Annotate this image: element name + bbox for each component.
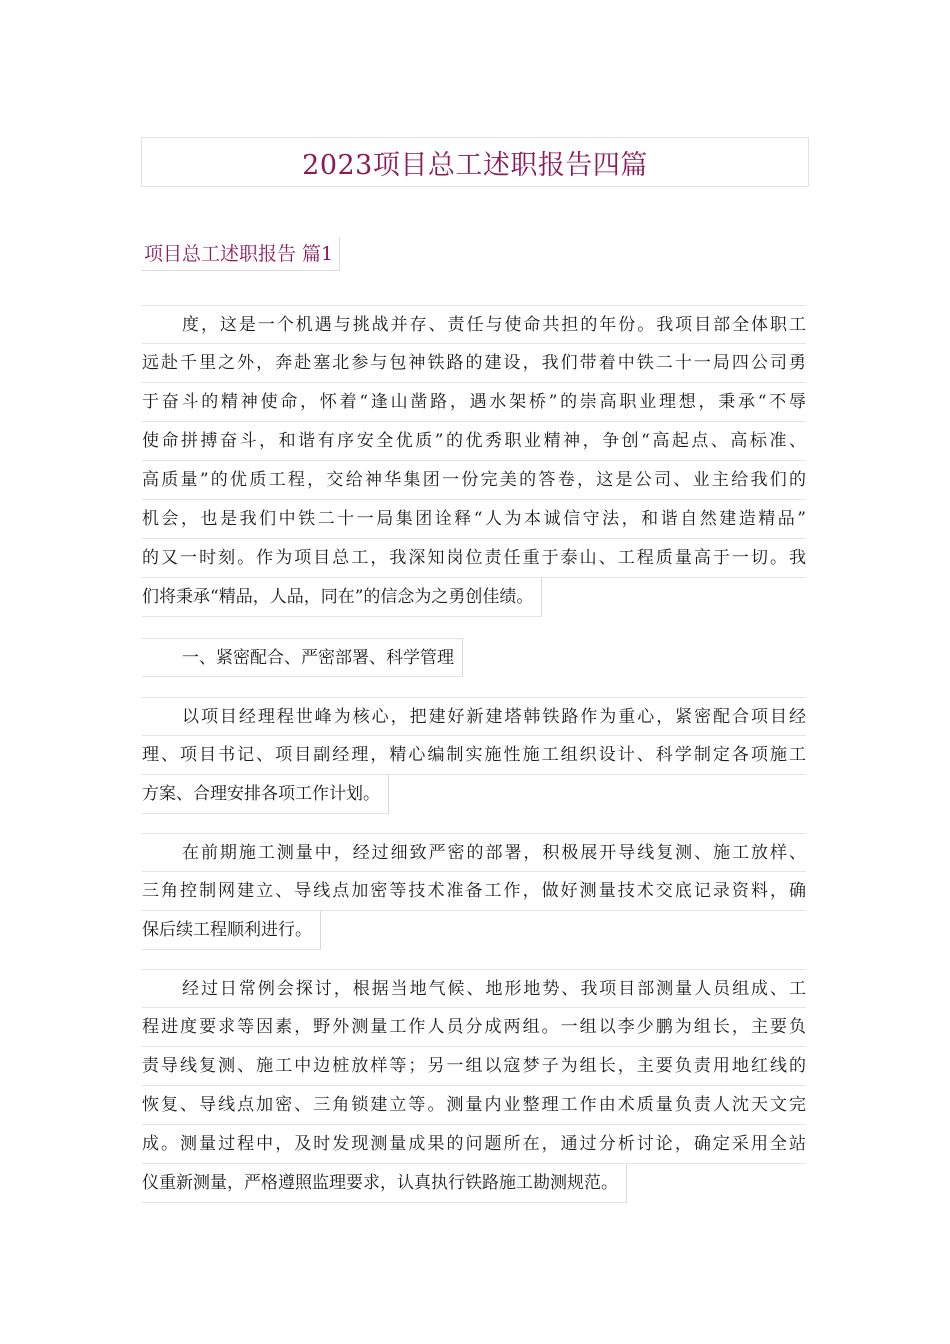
text-line: 远赴千里之外，奔赴塞北参与包神铁路的建设，我们带着中铁二十一局四公司勇 [142, 344, 806, 383]
text-line: 仪重新测量，严格遵照监理要求，认真执行铁路施工勘测规范。 [142, 1164, 627, 1203]
text-line: 高质量”的优质工程，交给神华集团一份完美的答卷，这是公司、业主给我们的 [142, 461, 806, 500]
text-line: 一、紧密配合、严密部署、科学管理 [142, 638, 463, 677]
text-line: 以项目经理程世峰为核心，把建好新建塔韩铁路作为重心，紧密配合项目经 [142, 697, 806, 736]
text-line: 理、项目书记、项目副经理，精心编制实施性施工组织设计、科学制定各项施工 [142, 736, 806, 775]
text-line: 责导线复测、施工中边桩放样等；另一组以寇梦子为组长，主要负责用地红线的 [142, 1047, 806, 1086]
section-heading: 项目总工述职报告 篇1 [142, 237, 340, 271]
text-line: 程进度要求等因素，野外测量工作人员分成两组。一组以李少鹏为组长，主要负 [142, 1008, 806, 1047]
text-line: 方案、合理安排各项工作计划。 [142, 775, 389, 814]
paragraph-subheading [142, 638, 806, 682]
title-box [141, 137, 809, 187]
text-line: 经过日常例会探讨，根据当地气候、地形地势、我项目部测量人员组成、工 [142, 969, 806, 1008]
text-line: 度，这是一个机遇与挑战并存、责任与使命共担的年份。我项目部全体职工 [142, 305, 806, 344]
document-title: 2023项目总工述职报告四篇 [302, 149, 648, 181]
paragraph-coordination [142, 697, 806, 819]
text-line: 机会，也是我们中铁二十一局集团诠释“人为本诚信守法，和谐自然建造精品” [142, 500, 806, 539]
text-line: 们将秉承“精品，人品，同在”的信念为之勇创佳绩。 [142, 578, 542, 617]
paragraph-survey-prep [142, 833, 806, 955]
text-line: 保后续工程顺利进行。 [142, 911, 321, 950]
text-line: 恢复、导线点加密、三角锁建立等。测量内业整理工作由术质量负责人沈天文完 [142, 1086, 806, 1125]
text-line: 于奋斗的精神使命，怀着“逢山凿路，遇水架桥”的崇高职业理想，秉承“不辱 [142, 383, 806, 422]
text-line: 在前期施工测量中，经过细致严密的部署，积极展开导线复测、施工放样、 [142, 833, 806, 872]
text-line: 三角控制网建立、导线点加密等技术准备工作，做好测量技术交底记录资料，确 [142, 872, 806, 911]
text-line: 的又一时刻。作为项目总工，我深知岗位责任重于泰山、工程质量高于一切。我 [142, 539, 806, 578]
paragraph-survey-teams [142, 969, 806, 1208]
paragraph-intro [142, 305, 806, 622]
text-line: 使命拼搏奋斗，和谐有序安全优质”的优秀职业精神，争创“高起点、高标准、 [142, 422, 806, 461]
text-line: 成。测量过程中，及时发现测量成果的问题所在，通过分析讨论，确定采用全站 [142, 1125, 806, 1164]
